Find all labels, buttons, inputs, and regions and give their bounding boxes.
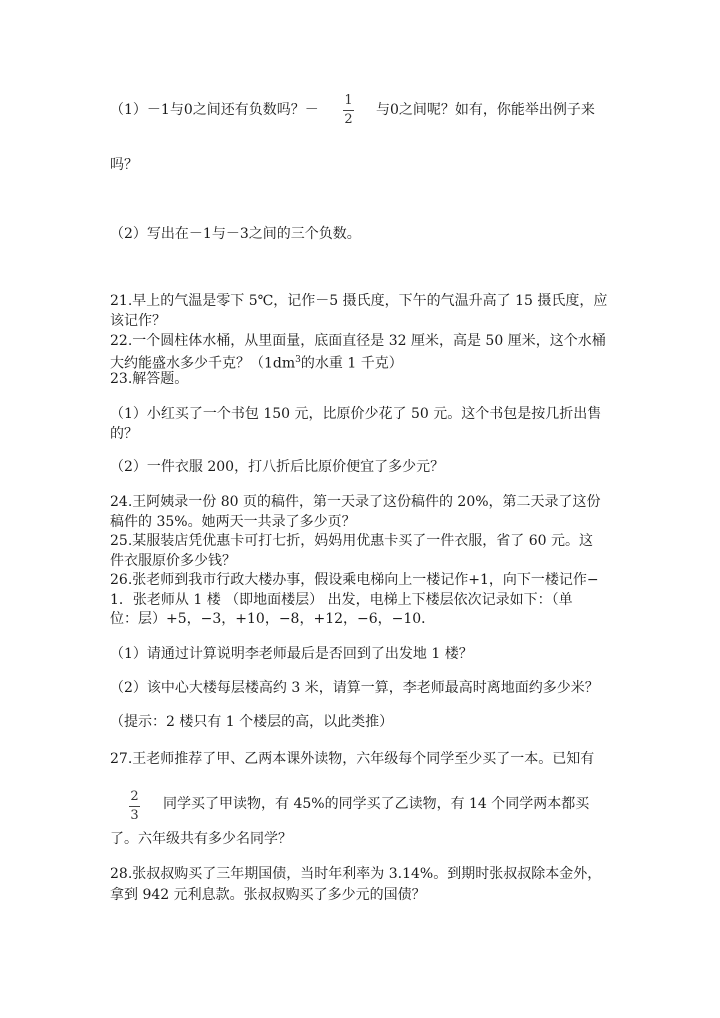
- q26-hint: （提示：2 楼只有 1 个楼层的高，以此类推）: [110, 714, 394, 730]
- q27-line3: 了。六年级共有多少名同学？: [110, 831, 292, 847]
- q23-part2: （2）一件衣服 200，打八折后比原价便宜了多少元？: [110, 459, 445, 475]
- q26-line3: 位：层）+5，−3，+10，−8，+12，−6，−10．: [110, 611, 436, 627]
- q26-part2: （2）该中心大楼每层楼高约 3 米，请算一算，李老师最高时离地面约多少米？: [110, 680, 599, 696]
- q23-part1-line2: 的？: [110, 426, 138, 442]
- q26-part1: （1）请通过计算说明李老师最后是否回到了出发地 1 楼？: [110, 646, 473, 662]
- fraction-denominator: 2: [344, 112, 353, 127]
- fraction-bar: [129, 806, 140, 807]
- q25-line2: 件衣服原价多少钱？: [110, 553, 236, 569]
- q22-line1: 22.一个圆柱体水桶，从里面量，底面直径是 32 厘米，高是 50 厘米，这个水桶: [110, 333, 606, 349]
- q22-line2-b: 的水重 1 千克）: [300, 355, 403, 372]
- fraction-numerator: 2: [130, 789, 139, 804]
- fraction-two-thirds: [129, 790, 140, 823]
- q28-line1: 28.张叔叔购买了三年期国债，当时年利率为 3.14%。到期时张叔叔除本金外，: [110, 866, 602, 882]
- q27-line2: 同学买了甲读物，有 45%的同学买了乙读物，有 14 个同学两本都买: [163, 796, 590, 812]
- q21-line1: 21.早上的气温是零下 5℃，记作－5 摄氏度，下午的气温升高了 15 摄氏度，应: [110, 293, 608, 309]
- fraction-bar: [343, 110, 354, 111]
- q21-line2: 该记作？: [110, 313, 166, 329]
- q22-line2-a: 大约能盛水多少千克？（1dm: [110, 355, 296, 372]
- q23-part1-line1: （1）小红买了一个书包 150 元，比原价少花了 50 元。这个书包是按几折出售: [110, 406, 602, 422]
- q22-superscript: 3: [295, 355, 301, 365]
- q26-line2: 1．张老师从 1 楼 （即地面楼层） 出发，电梯上下楼层依次记录如下：（单: [110, 592, 573, 608]
- q20-part1-line1-start: （1）－1与0之间还有负数吗？－: [110, 102, 319, 118]
- q27-line1: 27.王老师推荐了甲、乙两本课外读物，六年级每个同学至少买了一本。已知有: [110, 751, 595, 767]
- fraction-one-half: [343, 94, 354, 127]
- q28-line2: 拿到 942 元利息款。张叔叔购买了多少元的国债？: [110, 887, 426, 903]
- q26-line1: 26.张老师到我市行政大楼办事，假设乘电梯向上一楼记作+1，向下一楼记作−: [110, 572, 599, 588]
- q24-line1: 24.王阿姨录一份 80 页的稿件，第一天录了这份稿件的 20%，第二天录了这份: [110, 494, 601, 510]
- q20-part1-line1-end: 与0之间呢？如有，你能举出例子来: [376, 102, 595, 118]
- q25-line1: 25.某服装店凭优惠卡可打七折，妈妈用优惠卡买了一件衣服，省了 60 元。这: [110, 533, 593, 549]
- q20-part2: （2）写出在－1与－3之间的三个负数。: [110, 226, 361, 242]
- fraction-denominator: 3: [130, 808, 139, 823]
- fraction-numerator: 1: [344, 93, 353, 108]
- q20-part1-line2: 吗？: [110, 157, 138, 173]
- q23-title: 23.解答题。: [110, 371, 189, 387]
- q24-line2: 稿件的 35%。她两天一共录了多少页？: [110, 514, 356, 530]
